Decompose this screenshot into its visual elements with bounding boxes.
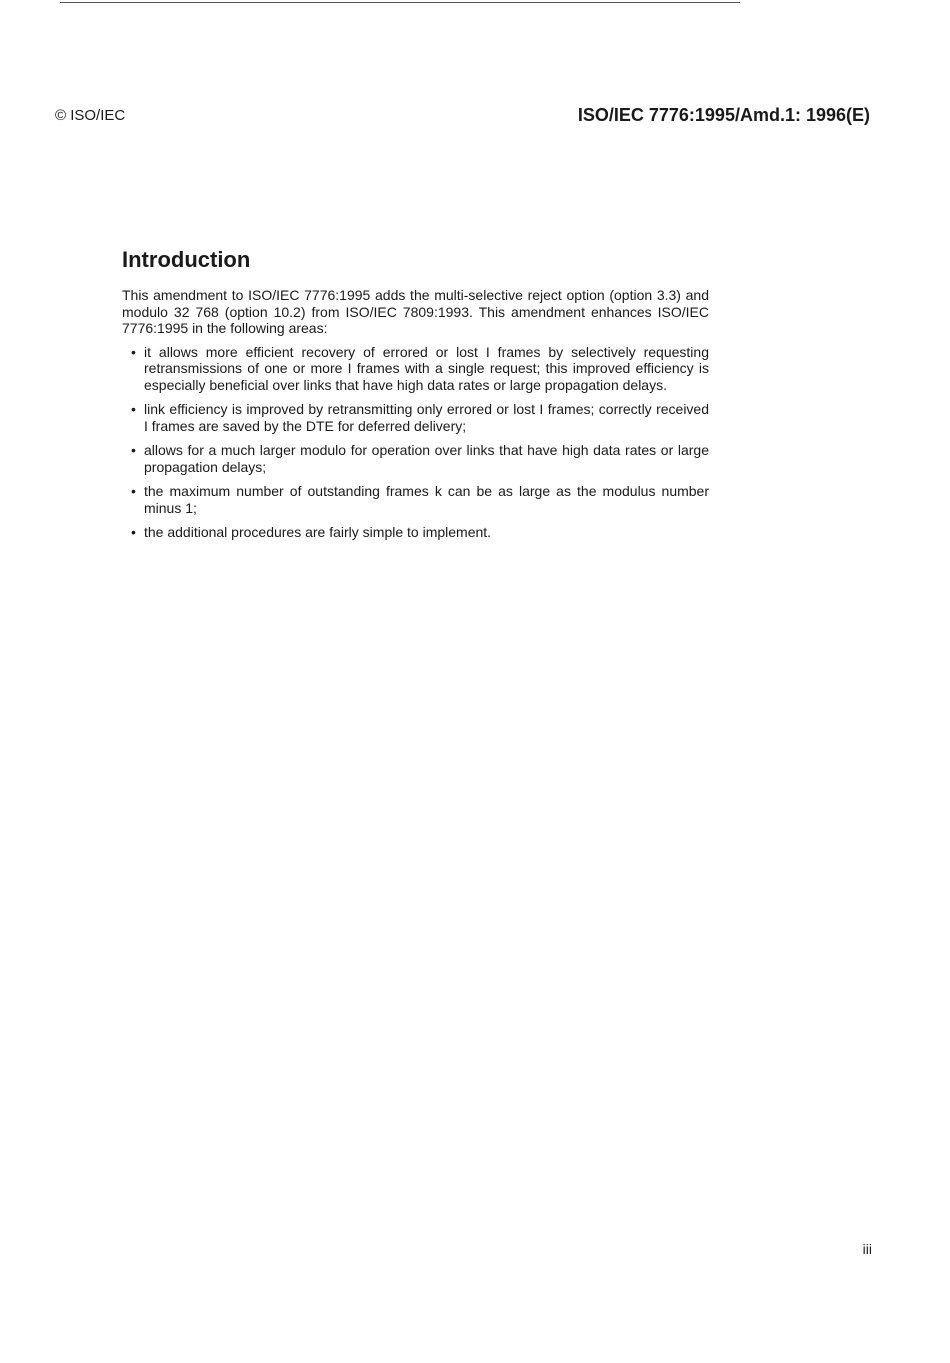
list-item-text: the maximum number of outstanding frames k can be as large as the modulus number minus 1; — [144, 483, 709, 516]
bullet-icon: • — [131, 524, 136, 540]
copyright-header: © ISO/IEC — [55, 107, 126, 124]
section-title: Introduction — [122, 247, 251, 272]
list-item — [122, 524, 709, 541]
bullet-list — [122, 344, 709, 541]
list-item — [122, 442, 709, 475]
page-number: iii — [862, 1241, 872, 1257]
top-rule — [60, 2, 740, 3]
list-item-text: it allows more efficient recovery of errored or lost I frames by selectively requesting retransmissions of one or more I frames with a single request; this improved efficiency is especially beneficial over links that have high data rates or large propagation delays. — [144, 343, 709, 393]
intro-paragraph: This amendment to ISO/IEC 7776:1995 adds the multi-selective reject option (option 3.3) and modulo 32 768 (option 10.2) from ISO/IEC 7809:1993. This amendment enhances ISO/IEC 7776:1995 in the following areas: — [122, 287, 709, 336]
bullet-icon: • — [131, 483, 136, 499]
list-item-text: allows for a much larger modulo for operation over links that have high data rates or large propagation delays; — [144, 442, 709, 475]
bullet-icon: • — [131, 401, 136, 417]
list-item-text: the additional procedures are fairly simple to implement. — [144, 524, 492, 540]
list-item — [122, 401, 709, 434]
list-item-text: link efficiency is improved by retransmitting only errored or lost I frames; correctly received I frames are saved by the DTE for deferred delivery; — [144, 401, 709, 434]
bullet-icon: • — [131, 343, 136, 360]
list-item — [122, 483, 709, 516]
document-id-header: ISO/IEC 7776:1995/Amd.1: 1996(E) — [577, 105, 870, 125]
bullet-icon: • — [131, 442, 136, 458]
introduction-section — [122, 246, 709, 549]
list-item — [122, 344, 709, 394]
